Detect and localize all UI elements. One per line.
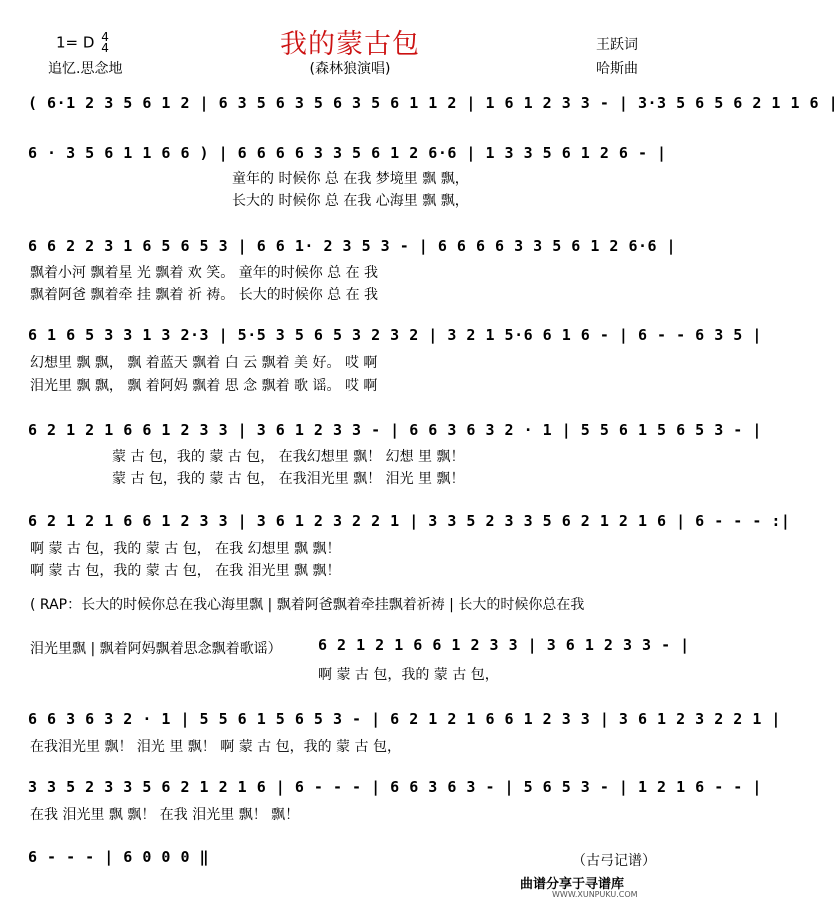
key-signature xyxy=(56,32,109,54)
lyric-line-7: 啊 蒙 古 包，我的 蒙 古 包， xyxy=(318,667,499,683)
lyric-line-6-verse-1: 啊 蒙 古 包，我的 蒙 古 包， 在我 幻想里 飘 飘！ xyxy=(30,541,341,557)
lyric-line-2-verse-2: 长大的 时候你 总 在我 心海里 飘 飘， xyxy=(232,193,469,209)
transcriber-credit: （古弓记谱） xyxy=(572,853,656,869)
lyric-line-3-verse-2: 飘着阿爸 飘着牵 挂 飘着 祈 祷。 长大的时候你 总 在 我 xyxy=(30,287,379,303)
composer-label: 哈斯曲 xyxy=(596,61,638,77)
lyric-line-4-verse-1: 幻想里 飘 飘， 飘 着蓝天 飘着 白 云 飘着 美 好。 哎 啊 xyxy=(30,355,378,371)
notation-line-7: 6 2 1 2 1 6 6 1 2 3 3 | 3 6 1 2 3 3 - | xyxy=(318,636,690,654)
rap-line-2: 泪光里飘 | 飘着阿妈飘着思念飘着歌谣） xyxy=(30,641,282,657)
notation-line-6: 6 2 1 2 1 6 6 1 2 3 3 | 3 6 1 2 3 2 2 1 | 3 3 5 2 3 3 5 6 2 1 2 1 6 | 6 - - - :| xyxy=(28,512,791,530)
notation-line-3: 6 6 2 2 3 1 6 5 6 5 3 | 6 6 1· 2 3 5 3 - | 6 6 6 6 3 3 5 6 1 2 6·6 | xyxy=(28,237,677,255)
lyric-line-6-verse-2: 啊 蒙 古 包，我的 蒙 古 包， 在我 泪光里 飘 飘！ xyxy=(30,563,341,579)
footer-watermark: 曲谱分享于寻谱库 xyxy=(520,877,625,892)
notation-line-4: 6 1 6 5 3 3 1 3 2·3 | 5·5 3 5 6 5 3 2 3 2 | 3 2 1 5·6 6 1 6 - | 6 - - 6 3 5 | xyxy=(28,326,762,344)
notation-line-1: ( 6·1 2 3 5 6 1 2 | 6 3 5 6 3 5 6 3 5 6 1 1 2 | 1 6 1 2 3 3 - | 3·3 5 6 5 6 2 1 1 6 | xyxy=(28,94,838,112)
time-numerator: 4 xyxy=(101,30,109,44)
notation-line-8: 6 6 3 6 3 2 · 1 | 5 5 6 1 5 6 5 3 - | 6 2 1 2 1 6 6 1 2 3 3 | 3 6 1 2 3 2 2 1 | xyxy=(28,710,781,728)
footer-url: WWW.XUNPUKU.COM xyxy=(552,890,638,899)
notation-line-10: 6 - - - | 6 0 0 0 ‖ xyxy=(28,848,210,866)
time-denominator: 4 xyxy=(101,41,109,55)
lyric-line-4-verse-2: 泪光里 飘 飘， 飘 着阿妈 飘着 思 念 飘着 歌 谣。 哎 啊 xyxy=(30,378,378,394)
album-label: 追忆.思念地 xyxy=(48,61,123,77)
key-label: 1= D xyxy=(56,33,95,52)
singer-label: (森林狼演唱) xyxy=(309,61,391,77)
lyric-line-3-verse-1: 飘着小河 飘着星 光 飘着 欢 笑。 童年的时候你 总 在 我 xyxy=(30,265,379,281)
notation-line-2: 6 · 3 5 6 1 1 6 6 ) | 6 6 6 6 3 3 5 6 1 2 6·6 | 1 3 3 5 6 1 2 6 - | xyxy=(28,144,667,162)
time-signature xyxy=(101,32,109,54)
lyric-line-8: 在我泪光里 飘！ 泪光 里 飘！ 啊 蒙 古 包，我的 蒙 古 包， xyxy=(30,739,401,755)
notation-line-5: 6 2 1 2 1 6 6 1 2 3 3 | 3 6 1 2 3 3 - | 6 6 3 6 3 2 · 1 | 5 5 6 1 5 6 5 3 - | xyxy=(28,421,762,439)
lyric-line-5-verse-2: 蒙 古 包，我的 蒙 古 包， 在我泪光里 飘！ 泪光 里 飘！ xyxy=(112,471,465,487)
lyricist-label: 王跃词 xyxy=(596,37,638,53)
lyric-line-2-verse-1: 童年的 时候你 总 在我 梦境里 飘 飘， xyxy=(232,171,469,187)
lyric-line-5-verse-1: 蒙 古 包，我的 蒙 古 包， 在我幻想里 飘！ 幻想 里 飘！ xyxy=(112,449,465,465)
song-title: 我的蒙古包 xyxy=(280,29,420,60)
rap-line-1: ( RAP：长大的时候你总在我心海里飘 | 飘着阿爸飘着牵挂飘着祈祷 | 长大的时候你总在我 xyxy=(30,597,585,613)
lyric-line-9: 在我 泪光里 飘 飘！ 在我 泪光里 飘！ 飘！ xyxy=(30,807,300,823)
notation-line-9: 3 3 5 2 3 3 5 6 2 1 2 1 6 | 6 - - - | 6 6 3 6 3 - | 5 6 5 3 - | 1 2 1 6 - - | xyxy=(28,778,762,796)
